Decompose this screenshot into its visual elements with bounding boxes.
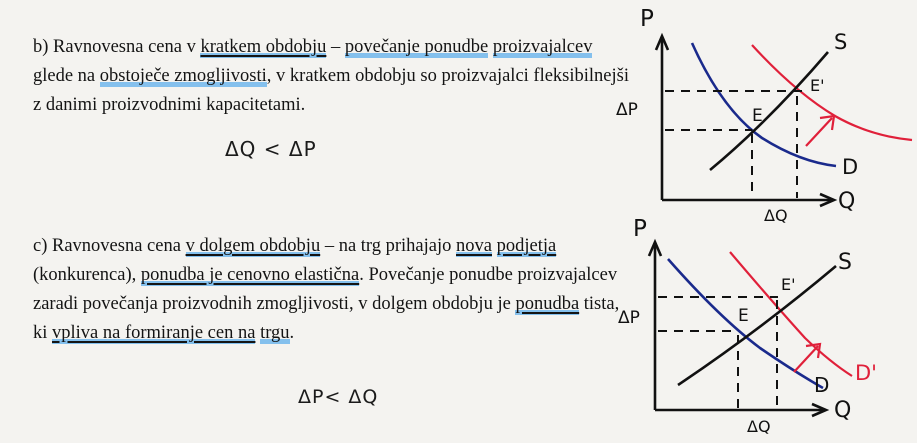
graph-c-d-label: D (814, 373, 830, 397)
term-kratkem-obdobju: kratkem obdobju (200, 37, 327, 57)
graph-c-e-label: E (738, 306, 749, 326)
graph-c-shift-arrow (794, 344, 820, 372)
term-ponudba-elasticna: ponudba je cenovno elastična (140, 265, 360, 285)
graph-b-e-new-label: E' (810, 76, 825, 95)
graph-b-delta-p-label: ΔP (616, 100, 638, 120)
paragraph-c: c) Ravnovesna cena v dolgem obdobju – na trg prihajajo nova podjetja (konkurenca), ponudba je cenovno elastična. Povečanje ponudbe proizvajalcev zaradi povečanja proizvodnih zmogljivosti, v dolgem obdobju je ponudba tista, ki vpliva na formiranje cen na trgu. (33, 236, 620, 343)
graph-b-supply-curve (710, 52, 828, 170)
term-nova: nova (456, 236, 492, 256)
graph-b (616, 6, 912, 225)
graph-c-delta-q-label: ΔQ (747, 417, 771, 436)
term-vpliva: vpliva na formiranje cen na (52, 323, 256, 343)
graph-b-d-label: D (842, 155, 859, 179)
term-obstojece-zmogljivosti: obstoječe zmogljivosti (99, 66, 267, 86)
graph-b-q-label: Q (838, 189, 856, 214)
graph-c-delta-p-label: ΔP (618, 308, 640, 328)
inequality-c: ΔP< ΔQ (298, 386, 379, 408)
term-dolgem-obdobju: v dolgem obdobju (185, 236, 321, 256)
graph-c-p-label: P (633, 216, 647, 242)
term-trgu: trgu (260, 323, 290, 343)
graph-b-s-label: S (834, 30, 848, 54)
graph-b-demand-curve (692, 43, 836, 166)
graph-b-shift-arrow (806, 116, 834, 146)
graph-c-s-label: S (838, 250, 852, 275)
term-povecanje-ponudbe: povečanje ponudbe (344, 37, 489, 57)
term-podjetja: podjetja (496, 236, 557, 256)
graph-c-d-shifted-label: D' (855, 361, 877, 385)
term-ponudba: ponudba (515, 294, 580, 314)
inequality-b: ΔQ < ΔP (225, 137, 317, 161)
paragraph-b: b) Ravnovesna cena v kratkem obdobju – povečanje ponudbe proizvajalcev glede na obstoječe zmogljivosti, v kratkem obdobju so proizvajalci fleksibilnejši z danimi proizvodnimi kapacitetami. (33, 37, 629, 115)
graph-b-p-label: P (640, 6, 654, 32)
graph-c-q-label: Q (834, 398, 852, 423)
graph-c (618, 216, 877, 436)
term-proizvajalcev: proizvajalcev (492, 37, 593, 57)
graph-b-delta-q-label: ΔQ (764, 206, 788, 225)
graph-c-e-new-label: E' (781, 275, 796, 294)
graph-b-e-label: E (752, 106, 763, 126)
